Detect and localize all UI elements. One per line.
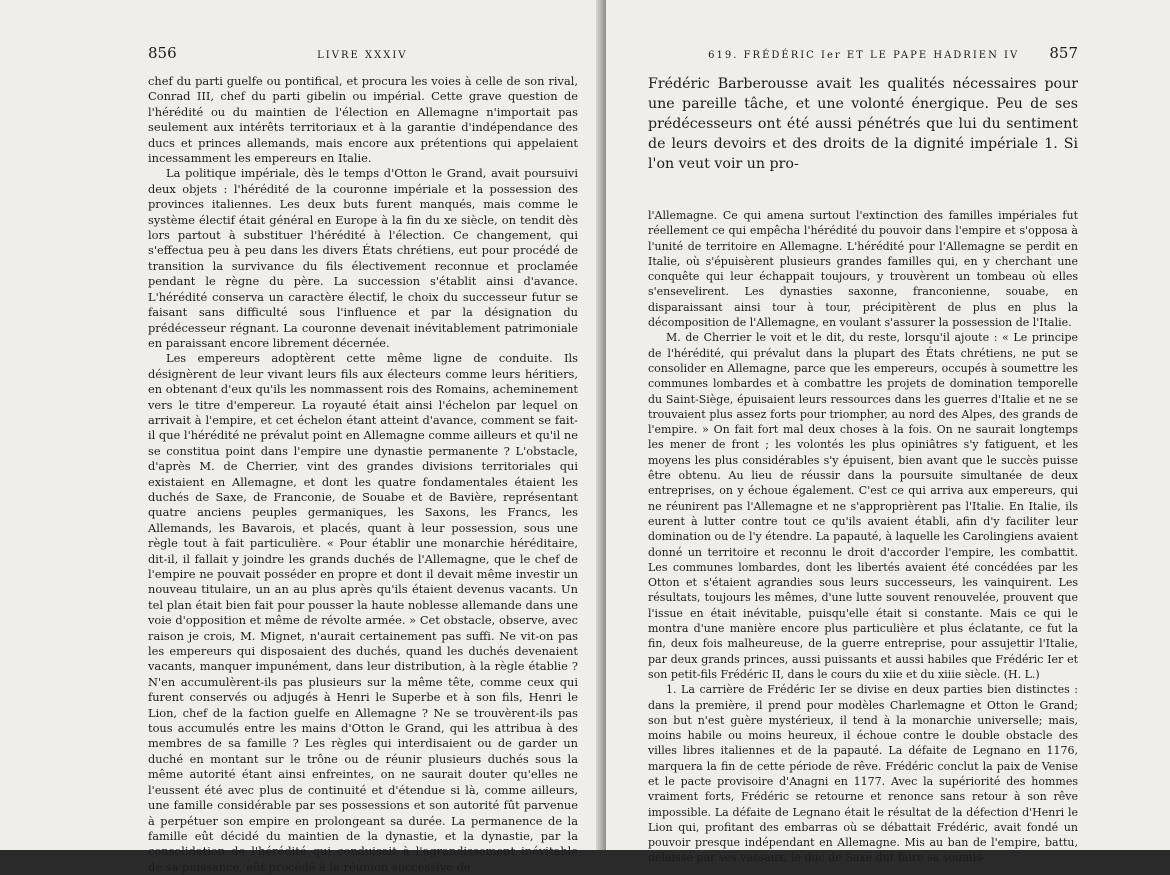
paragraph: Les empereurs adoptèrent cette même ligne de conduite. Ils désignèrent de leur vivant leurs fils aux électeurs comme leurs héritiers, en obtenant d'eux qu'ils les nommassent rois des Romains, acheminement vers le titre d'empereur. La royauté était ainsi l'échelon par lequel on arrivait à l'empire, et cet échelon étant atteint d'avance, comment se fait-il que l'hérédité ne prévalut point en Allemagne comme ailleurs et qu'il ne se constitua point dans l'empire une dynastie permanente ? L'obstacle, d'après M. de Cherrier, vint des grandes divisions territoriales qui existaient en Allemagne, et dont les quatre fondamentales étaient les duchés de Saxe, de Franconie, de Souabe et de Bavière, représentant quatre anciens peuples germaniques, les Saxons, les Francs, les Allemands, les Bavarois, et placés, quant à leur possession, sous une règle tout à fait particulière. « Pour établir une monarchie héréditaire, dit-il, il fallait y joindre les grands duchés de l'Allemagne, que le chef de l'empire ne pouvait posséder en propre et dont il devait même investir un nouveau titulaire, un an au plus après qu'ils étaient devenus vacants. Un tel plan était bien fait pour pousser la haute noblesse allemande dans une voie d'opposition et même de révolte armée. » Cet obstacle, observe, avec raison je crois, M. Mignet, n'aurait certainement pas suffi. Ne vit-on pas les empereurs qui disposaient des duchés, quand les duchés devenaient vacants, manquer impunément, dans leur distribution, à la règle établie ? N'en accumulèrent-ils pas plusieurs sur la même tête, comme ceux qui furent conservés ou adjugés à Henri le Superbe et à son fils, Henri le Lion, chef de la faction guelfe en Allemagne ? Ne se trouvèrent-ils pas tous accumulés entre les mains d'Otton le Grand, qui les attribua à des membres de sa famille ? Les règles qui interdisaient ou de garder un duché en montant sur le trône ou de réunir plusieurs duchés sous la même autorité étant ainsi enfreintes, on ne saurait douter qu'elles ne l'eussent été avec plus de continuité et d'étendue si là, comme ailleurs, une famille considérable par ses possessions et son autorité fût parvenue à perpétuer son empire en prolongeant sa durée. La permanence de la famille eût décidé du maintien de la dynastie, et la dynastie, par la consolidation de l'hérédité qui conduisait à l'agrandissement inévitable de sa puissance, eût procédé à la réunion successive de xyxy=(148,351,578,874)
right-page-number: 857 xyxy=(1049,44,1078,62)
right-page xyxy=(606,0,1170,865)
left-page-header xyxy=(148,44,578,62)
left-running-head: LIVRE XXXIV xyxy=(317,50,408,61)
right-running-head: 619. FRÉDÉRIC Ier ET LE PAPE HADRIEN IV xyxy=(708,50,1020,61)
paragraph: chef du parti guelfe ou pontifical, et procura les voies à celle de son rival, Conrad III, chef du parti gibelin ou impérial. Cette grave question de l'hérédité ou du maintien de l'élection en Allemagne n'importait pas seulement aux intérêts territoriaux et à la garantie d'indépendance des ducs et princes allemands, mais encore aux prétentions qui appelaient incessamment les empereurs en Italie. xyxy=(148,74,578,166)
footnote-paragraph: M. de Cherrier le voit et le dit, du reste, lorsqu'il ajoute : « Le principe de l'hérédité, qui prévalut dans la plupart des États chrétiens, ne put se consolider en Allemagne, parce que les empereurs, occupés à soumettre les communes lombardes et à combattre les projets de domination temporelle du Saint-Siège, épuisaient leurs ressources dans les guerres d'Italie et ne se trouvaient plus assez forts pour triompher, au nord des Alpes, des grands de l'empire. » On fait fort mal deux choses à la fois. On ne saurait longtemps les mener de front ; les volontés les plus opiniâtres s'y fatiguent, et les moyens les plus considérables s'y épuisent, bien avant que le succès puisse être obtenu. Au lieu de réussir dans la poursuite simultanée de deux entreprises, on y échoue également. C'est ce qui arriva aux empereurs, qui ne réunirent pas l'Allemagne et ne s'approprièrent pas l'Italie. En Italie, ils eurent à lutter contre tout ce qu'ils avaient établi, afin d'y faciliter leur domination ou de l'y étendre. La papauté, à laquelle les Carolingiens avaient donné un territoire et reconnu le droit d'accorder l'empire, les combattit. Les communes lombardes, dont les libertés avaient été concédées par les Otton et s'étaient agrandies sous leurs successeurs, les vainquirent. Les résultats, toujours les mêmes, d'une lutte souvent renouvelée, prouvent que l'issue en était inévitable, puisqu'elle était si constante. Mais ce qui le montra d'une manière encore plus particulière et plus éclatante, ce fut la fin, deux fois malheureuse, de la guerre entreprise, pour assujettir l'Italie, par deux grands princes, aussi puissants et aussi habiles que Frédéric Ier et son petit-fils Frédéric II, dans le cours du xiie et du xiiie siècle. (H. L.) xyxy=(648,331,1078,681)
footnote-paragraph: 1. La carrière de Frédéric Ier se divise en deux parties bien distinctes : dans la première, il prend pour modèles Charlemagne et Otton le Grand; son but n'est guère mystérieux, il tend à la monarchie universelle; mais, moins habile ou moins heureux, il échoue contre le double obstacle des villes libres italiennes et de la papauté. La défaite de Legnano en 1176, marquera la fin de cette période de rêve. Frédéric conclut la paix de Venise et le pacte provisoire d'Anagni en 1177. Avec la supériorité des hommes vraiment forts, Frédéric se retourne et renonce sans retour à son rêve impossible. La défaite de Legnano était le résultat de la défection d'Henri le Lion qui, profitant des embarras où se débattait Frédéric, avait fondé un pouvoir presque indépendant en Allemagne. Mis au ban de l'empire, battu, délaissé par ses vassaux, le duc de Saxe dut faire sa soumis- xyxy=(648,683,1078,865)
footnotes xyxy=(648,208,1078,866)
footnote-paragraph: l'Allemagne. Ce qui amena surtout l'extinction des familles impériales fut réellement ce qui empêcha l'hérédité du pouvoir dans l'empire et s'opposa à l'unité de territoire en Allemagne. L'hérédité pour l'Allemagne se perdit en Italie, où s'épuisèrent plusieurs grandes familles qui, en y cherchant une conquête qui leur échappait toujours, y trouvèrent un tombeau où elles s'ensevelirent. Les dynasties saxonne, franconienne, souabe, en disparaissant ainsi tour à tour, précipitèrent de plus en plus la décomposition de l'Allemagne, en voulant s'assurer la possession de l'Italie. xyxy=(648,209,1078,330)
paragraph: La politique impériale, dès le temps d'Otton le Grand, avait poursuivi deux objets : l'hérédité de la couronne impériale et la possession des provinces italiennes. Les deux buts furent manqués, mais comme le système électif était général en Europe à la fin du xe siècle, on tendit dès lors partout à substituer l'hérédité à l'élection. Ce changement, qui s'effectua peu à peu dans les divers États chrétiens, eut pour procédé de transition la survivance du fils électivement reconnue et proclamée pendant le règne du père. La succession s'établit ainsi d'avance. L'hérédité conserva un caractère électif, le choix du successeur futur se faisant sans difficulté sous l'influence et par la désignation du prédécesseur régnant. La couronne devenait inévitablement patrimoniale en paraissant encore librement décernée. xyxy=(148,166,578,350)
main-text: Frédéric Barberousse avait les qualités nécessaires pour une pareille tâche, et une volonté énergique. Peu de ses prédécesseurs ont été aussi pénétrés que lui du sentiment de leurs devoirs et des droits de la dignité impériale 1. Si l'on veut voir un pro- xyxy=(648,76,1078,172)
right-page-header xyxy=(648,44,1078,62)
left-page-number: 856 xyxy=(148,44,177,62)
left-page-body xyxy=(148,74,578,875)
